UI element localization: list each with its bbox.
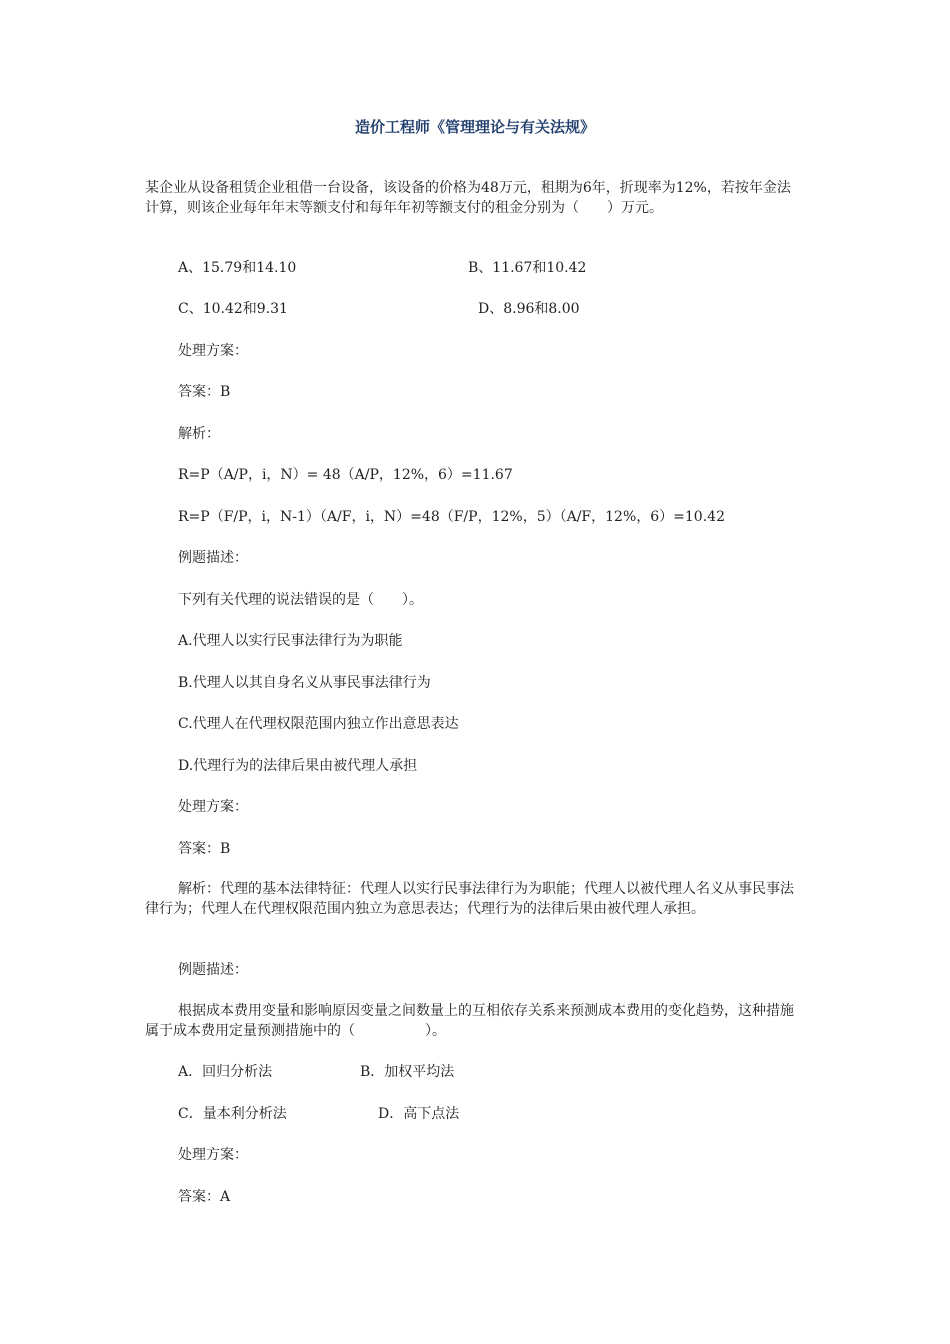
- q3-example-label: 例题描述：: [178, 962, 248, 978]
- q1-option-b: B、11.67和10.42: [468, 260, 587, 276]
- q3-option-b: B．加权平均法: [360, 1064, 455, 1080]
- q1-formula-2: R=P（F/P，i，N-1）（A/F，i，N）=48（F/P，12%，5）（A/F，12%，6）=10.42: [178, 509, 725, 525]
- q2-answer: 答案：B: [178, 841, 231, 857]
- q3-answer: 答案：A: [178, 1189, 231, 1205]
- q2-solution-label: 处理方案：: [178, 799, 248, 815]
- q1-option-c: C、10.42和9.31: [178, 301, 288, 317]
- q2-analysis: 解析：代理的基本法律特征：代理人以实行民事法律行为为职能；代理人以被代理人名义从事民事法律行为；代理人在代理权限范围内独立为意思表达；代理行为的法律后果由被代理人承担。: [145, 881, 794, 917]
- q2-stem: 下列有关代理的说法错误的是（ ）。: [178, 592, 423, 608]
- q2-option-b: B.代理人以其自身名义从事民事法律行为: [178, 675, 431, 691]
- q3-option-a: A．回归分析法: [178, 1064, 273, 1080]
- q3-option-c: C．量本利分析法: [178, 1106, 287, 1122]
- q1-formula-1: R=P（A/P，i，N）= 48（A/P，12%，6）=11.67: [178, 467, 513, 483]
- q2-option-d: D.代理行为的法律后果由被代理人承担: [178, 758, 418, 774]
- q3-solution-label: 处理方案：: [178, 1147, 248, 1163]
- q2-example-label: 例题描述：: [178, 550, 248, 566]
- document-title: 造价工程师《管理理论与有关法规》: [354, 118, 595, 136]
- q1-analysis-label: 解析：: [178, 426, 220, 442]
- q1-stem: 某企业从设备租赁企业租借一台设备，该设备的价格为48万元，租期为6年，折现率为12%，若按年金法计算，则该企业每年年末等额支付和每年年初等额支付的租金分别为（ ）万元。: [145, 180, 791, 216]
- q1-solution-label: 处理方案：: [178, 343, 248, 359]
- q2-option-a: A.代理人以实行民事法律行为为职能: [178, 633, 403, 649]
- q3-stem: 根据成本费用变量和影响原因变量之间数量上的互相依存关系来预测成本费用的变化趋势，这种措施属于成本费用定量预测措施中的（ ）。: [145, 1003, 794, 1039]
- q1-answer: 答案：B: [178, 384, 231, 400]
- q2-option-c: C.代理人在代理权限范围内独立作出意思表达: [178, 716, 459, 732]
- q1-option-a: A、15.79和14.10: [178, 260, 297, 276]
- q1-option-d: D、8.96和8.00: [478, 301, 580, 317]
- q3-option-d: D．高下点法: [378, 1106, 460, 1122]
